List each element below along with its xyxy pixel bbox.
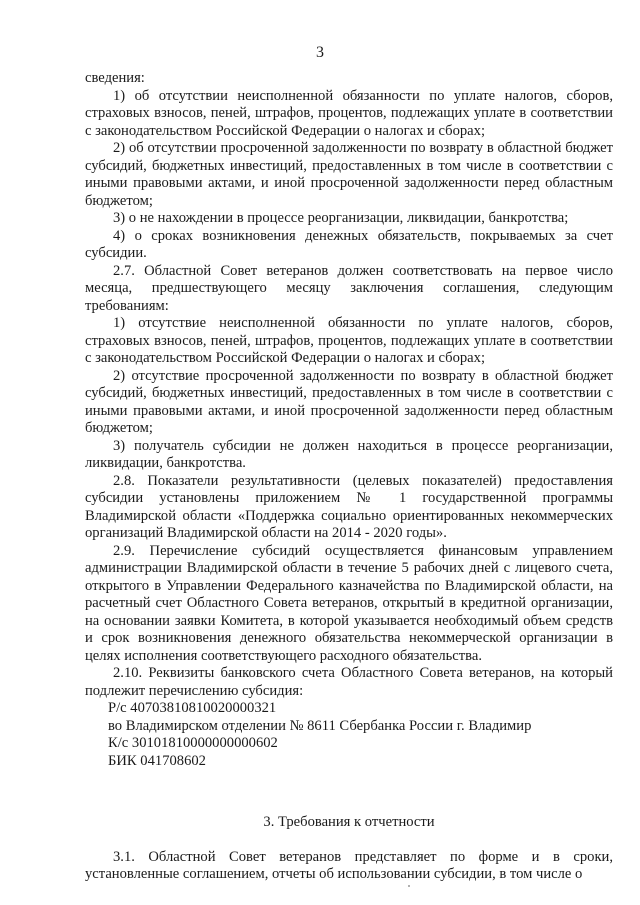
settlement-account: Р/с 40703810810020000321 (108, 700, 277, 716)
correspondent-account: К/с 30101810000000000602 (108, 735, 278, 751)
paragraph-info-4: 4) о сроках возникновения денежных обязательств, покрываемых за счет субсидии. (85, 227, 613, 261)
paragraph-2-7: 2.7. Областной Совет ветеранов должен соответствовать на первое число месяца, предшествующего месяцу заключения соглашения, следующим требованиям: (85, 262, 613, 314)
scan-speck (408, 885, 410, 887)
paragraph-intro: сведения: (85, 70, 145, 86)
page-number: 3 (316, 44, 324, 61)
paragraph-req-2: 2) отсутствие просроченной задолженности по возврату в областной бюджет субсидий, бюджетных инвестиций, предоставленных в том числе в соответствии с иными правовыми актами, и иной просроченной задолженности перед областным бюджетом; (85, 367, 613, 436)
paragraph-req-3: 3) получатель субсидии не должен находиться в процессе реорганизации, ликвидации, банкротства. (85, 437, 613, 471)
paragraph-2-10: 2.10. Реквизиты банковского счета Областного Совета ветеранов, на который подлежит перечислению субсидия: (85, 665, 613, 699)
paragraph-info-3: 3) о не нахождении в процессе реорганизации, ликвидации, банкротства; (113, 210, 569, 226)
paragraph-2-8: 2.8. Показатели результативности (целевых показателей) предоставления субсидии установлены приложением № 1 государственной программы Владимирской области «Поддержка социально ориентированных некоммерческих организаций Владимирской области на 2014 - 2020 годы». (85, 472, 613, 541)
section-title: 3. Требования к отчетности (263, 814, 435, 830)
document-body (85, 70, 613, 884)
bank-branch: во Владимирском отделении № 8611 Сбербанка России г. Владимир (108, 717, 532, 734)
paragraph-req-1: 1) отсутствие неисполненной обязанности по уплате налогов, сборов, страховых взносов, пеней, штрафов, процентов, подлежащих уплате в соответствии с законодательством Российской Федерации о налогах и сборах; (85, 315, 613, 366)
paragraph-3-1: 3.1. Областной Совет ветеранов представляет по форме и в сроки, установленные соглашением, отчеты об использовании субсидии, в том числе о (85, 848, 613, 882)
bank-details (85, 700, 613, 770)
paragraph-2-9: 2.9. Перечисление субсидий осуществляется финансовым управлением администрации Владимирской области в течение 5 рабочих дней с лицевого счета, открытого в Управлении Федерального казначейства по Владимирской области, на расчетный счет Областного Совета ветеранов, открытый в кредитной организации, на основании заявки Комитета, в которой указывается необходимый объем средств и срок возникновения денежного обязательства некоммерческой организации в целях исполнения соответствующего расходного обязательства. (85, 542, 613, 664)
paragraph-info-1: 1) об отсутствии неисполненной обязанности по уплате налогов, сборов, страховых взносов, пеней, штрафов, процентов, подлежащих уплате в соответствии с законодательством Российской Федерации о налогах и сборах; (85, 87, 613, 139)
paragraph-info-2: 2) об отсутствии просроченной задолженности по возврату в областной бюджет субсидий, бюджетных инвестиций, предоставленных в том числе в соответствии с иными правовыми актами, и иной просроченной задолженности перед областным бюджетом; (85, 140, 613, 209)
bik-code: БИК 041708602 (108, 752, 206, 769)
